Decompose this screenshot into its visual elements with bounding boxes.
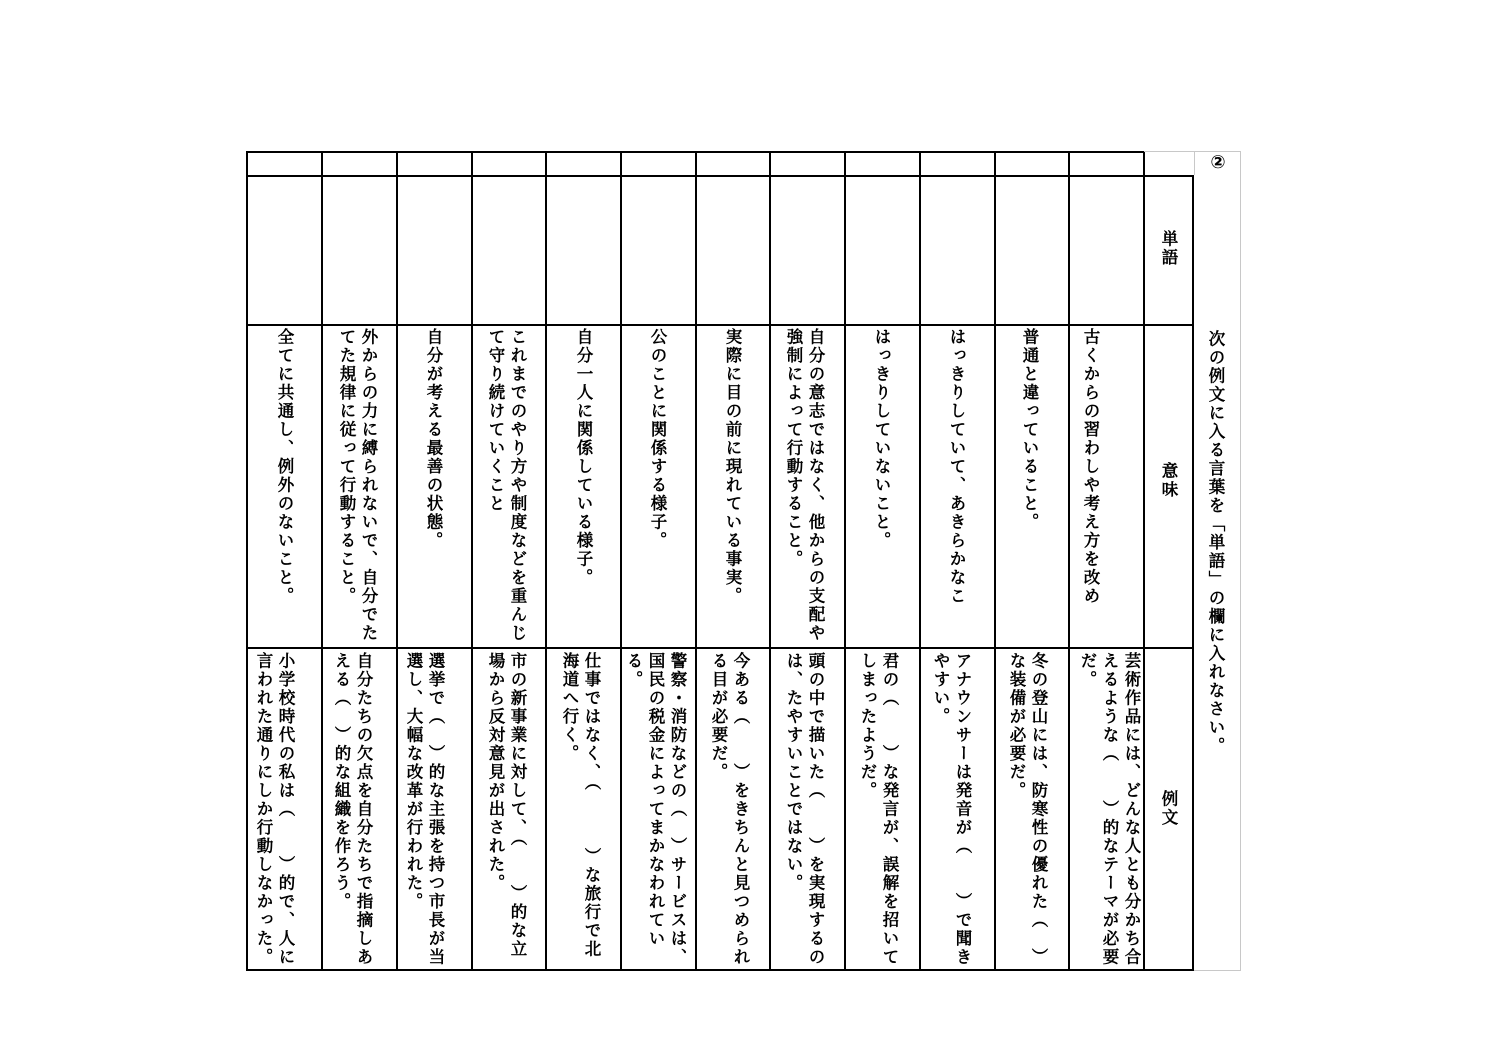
- word-answer-cell-8[interactable]: [547, 177, 619, 323]
- meaning-cell-7: 公のことに関係する様子。: [648, 328, 667, 550]
- word-answer-cell-11[interactable]: [323, 177, 395, 323]
- word-answer-cell-10[interactable]: [398, 177, 470, 323]
- example-cell-7: 警察・消防などの（ ）サービスは、国民の税金によってまかなわれている。: [624, 652, 687, 967]
- gridline: [1194, 970, 1241, 971]
- meaning-cell-2: 普通と違っていること。: [1020, 328, 1039, 532]
- table-bottom-border: [246, 969, 1194, 971]
- meaning-cell-9: これまでのやり方や制度などを重んじて守り続けていくこと: [486, 328, 527, 643]
- meaning-example-divider: [246, 647, 1194, 649]
- word-answer-cell-5[interactable]: [771, 177, 843, 323]
- example-cell-12: 小学校時代の私は（ ）的で、人に言われた通りにしか行動しなかった。: [254, 652, 295, 967]
- meaning-cell-8: 自分一人に関係している様子。: [574, 328, 593, 587]
- example-cell-4: 君の（ ）な発言が、誤解を招いてしまったようだ。: [858, 652, 899, 967]
- meaning-cell-10: 自分が考える最善の状態。: [424, 328, 443, 550]
- example-cell-3: アナウンサーは発音が（ ）で聞きやすい。: [931, 652, 972, 967]
- word-answer-cell-7[interactable]: [622, 177, 694, 323]
- example-cell-2: 冬の登山には、防寒性の優れた（ ）な装備が必要だ。: [1007, 652, 1048, 967]
- header-meaning: 意味: [1159, 462, 1178, 499]
- header-example: 例文: [1159, 790, 1178, 827]
- question-number: ②: [1210, 152, 1226, 173]
- meaning-cell-3: はっきりしていて、あきらかなこ: [947, 328, 966, 606]
- meaning-cell-1: 古くからの習わしや考え方を改め: [1081, 328, 1100, 606]
- instruction-text: 次の例文に入る言葉を「単語」の欄に入れなさい。: [1206, 330, 1225, 756]
- word-answer-cell-9[interactable]: [473, 177, 545, 323]
- example-cell-1: 芸術作品には、どんな人とも分かち合えるような（ ）的なテーマが必要だ。: [1078, 652, 1141, 967]
- example-cell-10: 選挙で（ ）的な主張を持つ市長が当選し、大幅な改革が行われた。: [404, 652, 445, 967]
- word-answer-cell-1[interactable]: [1070, 177, 1142, 323]
- word-answer-cell-3[interactable]: [921, 177, 993, 323]
- example-cell-11: 自分たちの欠点を自分たちで指摘しあえる（ ）的な組織を作ろう。: [332, 652, 373, 967]
- meaning-cell-6: 実際に目の前に現れている事実。: [723, 328, 742, 606]
- example-cell-5: 頭の中で描いた（ ）を実現するのは、たやすいことではない。: [784, 652, 825, 967]
- example-cell-6: 今ある（ ）をきちんと見つめられる目が必要だ。: [709, 652, 750, 967]
- col-line: [1143, 151, 1145, 971]
- col-line: [1192, 175, 1194, 971]
- word-answer-cell-6[interactable]: [697, 177, 769, 323]
- meaning-cell-4: はっきりしていないこと。: [872, 328, 891, 550]
- meaning-cell-5: 自分の意志ではなく、他からの支配や強制によって行動すること。: [784, 328, 825, 643]
- word-meaning-divider: [246, 324, 1194, 326]
- word-answer-cell-12[interactable]: [248, 177, 320, 323]
- word-answer-cell-2[interactable]: [996, 177, 1068, 323]
- gridline: [1194, 151, 1195, 175]
- meaning-cell-12: 全てに共通し、例外のないこと。: [275, 328, 294, 606]
- meaning-cell-11: 外からの力に縛られないで、自分でたてた規律に従って行動すること。: [337, 328, 378, 643]
- gridline: [1240, 151, 1241, 971]
- example-cell-8: 仕事ではなく、（ ）な旅行で北海道へ行く。: [560, 652, 601, 959]
- word-answer-cell-4[interactable]: [846, 177, 918, 323]
- example-cell-9: 市の新事業に対して、（ ）的な立場から反対意見が出された。: [486, 652, 527, 959]
- header-word: 単語: [1159, 230, 1178, 267]
